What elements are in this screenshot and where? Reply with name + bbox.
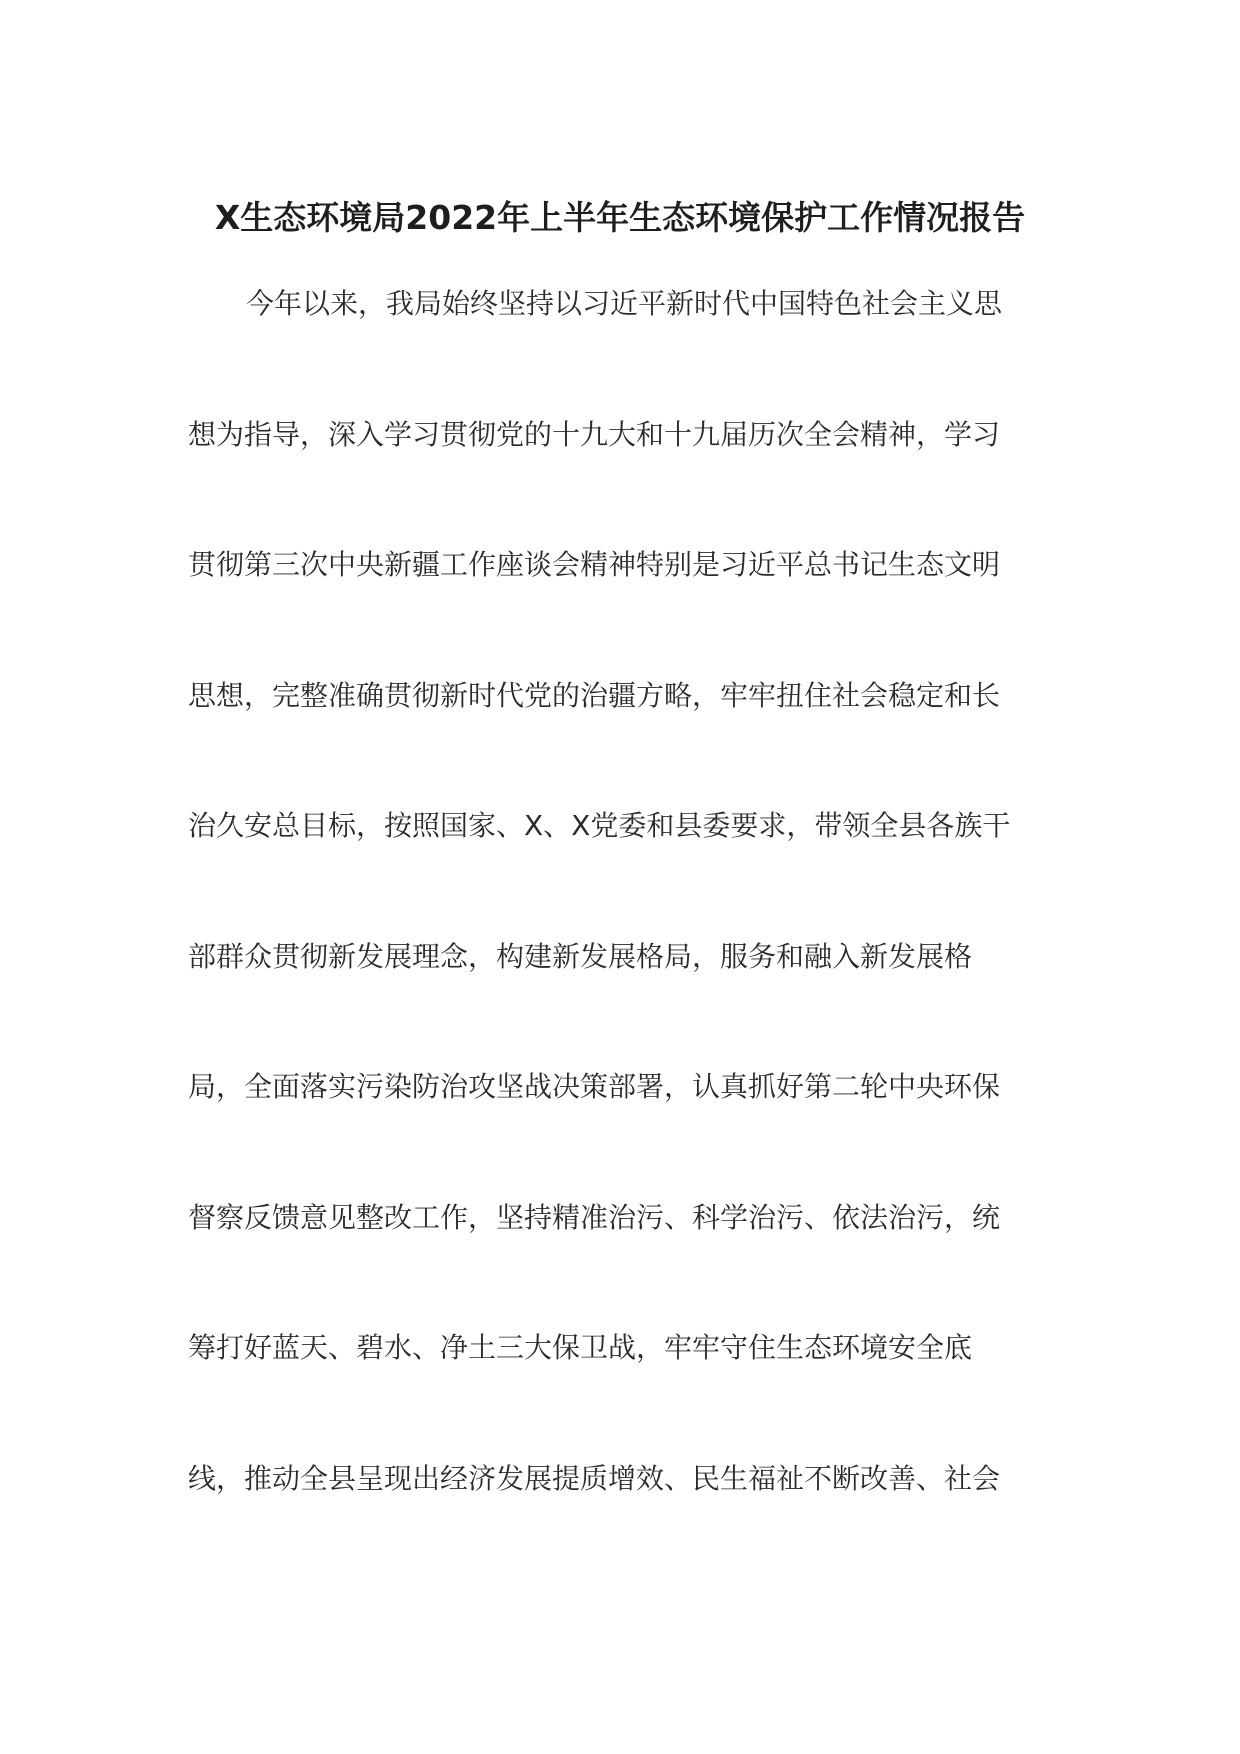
- paragraph-line: 局，全面落实污染防治攻坚战决策部署，认真抓好第二轮中央环保: [188, 1070, 1001, 1103]
- paragraph-line: 线，推动全县呈现出经济发展提质增效、民生福祉不断改善、社会: [188, 1461, 1001, 1495]
- paragraph-line: 思想，完整准确贯彻新时代党的治疆方略，牢牢扭住社会稳定和长: [188, 678, 1001, 712]
- paragraph-line: 治久安总目标，按照国家、X、X党委和县委要求，带领全县各族干: [188, 809, 1011, 842]
- paragraph-line: 督察反馈意见整改工作，坚持精准治污、科学治污、依法治污，统: [188, 1200, 1001, 1234]
- paragraph-line: 想为指导，深入学习贯彻党的十九大和十九届历次全会精神，学习: [188, 417, 1001, 451]
- document-body: [188, 279, 1068, 1584]
- document-title: X生态环境局2022年上半年生态环境保护工作情况报告: [214, 198, 1026, 238]
- paragraph-line: 筹打好蓝天、碧水、净土三大保卫战，牢牢守住生态环境安全底: [188, 1331, 973, 1364]
- paragraph-line: 部群众贯彻新发展理念，构建新发展格局，服务和融入新发展格: [188, 939, 973, 973]
- paragraph-line: 今年以来，我局始终坚持以习近平新时代中国特色社会主义思: [246, 287, 1003, 320]
- paragraph-line: 贯彻第三次中央新疆工作座谈会精神特别是习近平总书记生态文明: [188, 548, 1001, 581]
